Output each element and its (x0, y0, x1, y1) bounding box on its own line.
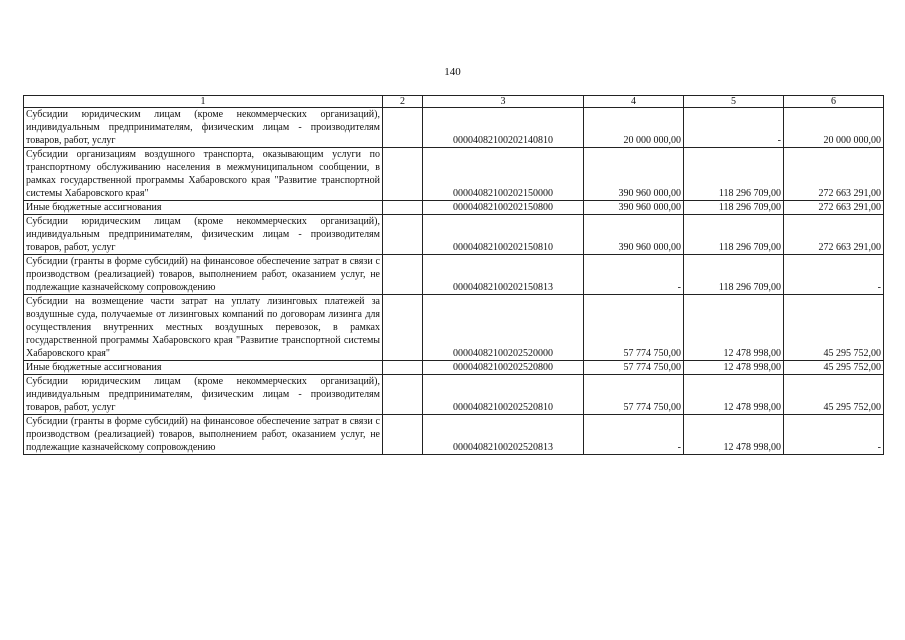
row-value-4: 390 960 000,00 (584, 215, 684, 255)
row-value-6: 272 663 291,00 (784, 148, 884, 201)
row-code: 00004082100202150000 (423, 148, 584, 201)
row-value-6: 20 000 000,00 (784, 108, 884, 148)
row-col2 (383, 415, 423, 455)
row-name: Субсидии (гранты в форме субсидий) на финансовое обеспечение затрат в связи с производством (реализацией) товаров, выполнением работ, оказанием услуг, не подлежащие казначейскому сопровождению (24, 255, 383, 295)
page-number: 140 (444, 66, 461, 78)
row-value-5: 12 478 998,00 (684, 361, 784, 375)
row-value-5: 12 478 998,00 (684, 375, 784, 415)
row-value-6: 45 295 752,00 (784, 361, 884, 375)
row-value-4: 57 774 750,00 (584, 295, 684, 361)
row-value-6: 45 295 752,00 (784, 295, 884, 361)
row-col2 (383, 148, 423, 201)
row-value-4: 57 774 750,00 (584, 361, 684, 375)
row-name: Субсидии (гранты в форме субсидий) на финансовое обеспечение затрат в связи с производством (реализацией) товаров, выполнением работ, оказанием услуг, не подлежащие казначейскому сопровождению (24, 415, 383, 455)
table-row (24, 255, 884, 295)
table-header-row (24, 96, 884, 108)
table-row (24, 201, 884, 215)
row-name: Иные бюджетные ассигнования (24, 201, 383, 215)
row-code: 00004082100202520813 (423, 415, 584, 455)
row-name: Субсидии организациям воздушного транспорта, оказывающим услуги по транспортному обслуживанию населения в межмуниципальном сообщении, в рамках государственной программы Хабаровского края "Развитие транспортной системы Хабаровского края" (24, 148, 383, 201)
row-name: Субсидии юридическим лицам (кроме некоммерческих организаций), индивидуальным предпринимателям, физическим лицам - производителям товаров, работ, услуг (24, 375, 383, 415)
row-col2 (383, 361, 423, 375)
row-col2 (383, 295, 423, 361)
row-code: 00004082100202520000 (423, 295, 584, 361)
row-name: Субсидии юридическим лицам (кроме некоммерческих организаций), индивидуальным предпринимателям, физическим лицам - производителям товаров, работ, услуг (24, 215, 383, 255)
row-code: 00004082100202140810 (423, 108, 584, 148)
row-value-5: 118 296 709,00 (684, 255, 784, 295)
row-value-6: 272 663 291,00 (784, 215, 884, 255)
row-value-5: 12 478 998,00 (684, 295, 784, 361)
row-col2 (383, 201, 423, 215)
row-name: Субсидии юридическим лицам (кроме некоммерческих организаций), индивидуальным предпринимателям, физическим лицам - производителям товаров, работ, услуг (24, 108, 383, 148)
row-value-5: 118 296 709,00 (684, 148, 784, 201)
row-code: 00004082100202150810 (423, 215, 584, 255)
row-code: 00004082100202150800 (423, 201, 584, 215)
row-value-5: 12 478 998,00 (684, 415, 784, 455)
budget-table (23, 95, 884, 455)
row-value-4: 20 000 000,00 (584, 108, 684, 148)
table-row (24, 108, 884, 148)
table-row (24, 375, 884, 415)
table-row (24, 148, 884, 201)
column-header-5: 5 (684, 96, 784, 108)
row-code: 00004082100202150813 (423, 255, 584, 295)
row-value-4: - (584, 255, 684, 295)
column-header-6: 6 (784, 96, 884, 108)
column-header-4: 4 (584, 96, 684, 108)
row-value-5: 118 296 709,00 (684, 215, 784, 255)
column-header-1: 1 (24, 96, 383, 108)
row-code: 00004082100202520810 (423, 375, 584, 415)
row-value-5: 118 296 709,00 (684, 201, 784, 215)
table-row (24, 215, 884, 255)
row-code: 00004082100202520800 (423, 361, 584, 375)
row-value-6: - (784, 415, 884, 455)
row-name: Субсидии на возмещение части затрат на уплату лизинговых платежей за воздушные суда, получаемые от лизинговых компаний по договорам лизинга для осуществления внутренних местных воздушных перевозок, в рамках государственной программы Хабаровского края "Развитие транспортной системы Хабаровского края" (24, 295, 383, 361)
row-col2 (383, 215, 423, 255)
row-value-5: - (684, 108, 784, 148)
row-value-4: 57 774 750,00 (584, 375, 684, 415)
row-value-6: 45 295 752,00 (784, 375, 884, 415)
table-row (24, 295, 884, 361)
column-header-3: 3 (423, 96, 584, 108)
row-name: Иные бюджетные ассигнования (24, 361, 383, 375)
row-value-4: 390 960 000,00 (584, 201, 684, 215)
row-value-4: 390 960 000,00 (584, 148, 684, 201)
row-col2 (383, 255, 423, 295)
row-col2 (383, 375, 423, 415)
table-row (24, 415, 884, 455)
column-header-2: 2 (383, 96, 423, 108)
row-value-4: - (584, 415, 684, 455)
row-col2 (383, 108, 423, 148)
row-value-6: 272 663 291,00 (784, 201, 884, 215)
row-value-6: - (784, 255, 884, 295)
table-row (24, 361, 884, 375)
